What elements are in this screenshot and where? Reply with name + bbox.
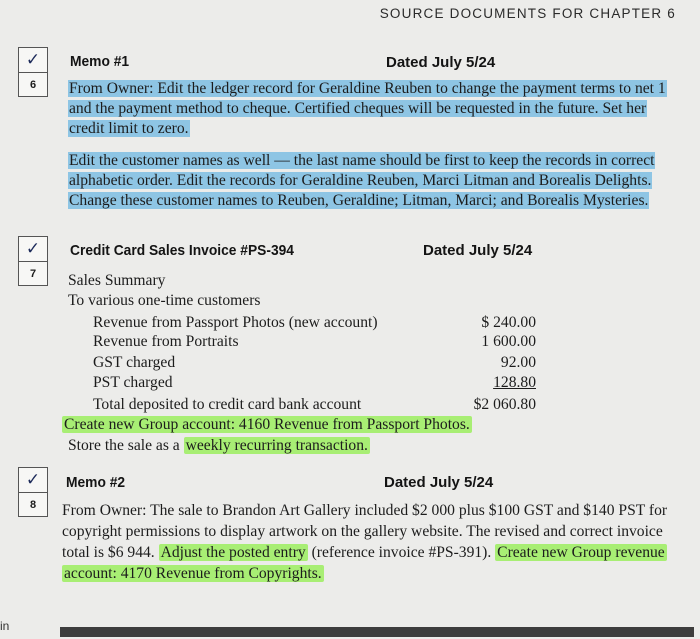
highlight-green: Create new Group revenue account: 4170 Revenue from Copyrights. [64,544,665,582]
check-box-6[interactable] [18,47,48,97]
row-label: Revenue from Portraits [93,333,239,350]
sales-summary-label: Sales Summary [68,272,166,289]
row-label: PST charged [93,374,173,391]
total-amount: $2 060.80 [473,396,536,413]
memo1-paragraph-2 [68,151,668,210]
highlight-green: weekly recurring transaction. [185,437,368,454]
footer-fragment: in [0,619,10,633]
total-label: Total deposited to credit card bank account [93,396,362,413]
invoice-title: Credit Card Sales Invoice #PS-394 [70,242,294,259]
memo2-text: (reference invoice #PS-391). [307,544,496,561]
invoice-date: Dated July 5/24 [423,242,533,259]
row-label: GST charged [93,354,176,371]
highlight-blue: Edit the customer names as well — the last name should be first to keep the records in correct alphabetic order. Edit the records for Geraldine Reuben, Marci Litman and Borealis Delights. Change these customer names to Reuben, Geraldine; Litman, Marci; and Borealis Mysteries. [69,152,655,209]
check-number: 6 [29,78,37,91]
row-amount: 92.00 [500,354,536,371]
memo2-text: From Owner: The sale to Brandon Art Gallery included $2 000 plus $100 GST and $140 PST for copyright permissions to display artwork on the gallery website. The revised and correct invoice total is $6 944. [62,502,668,561]
row-amount: 1 600.00 [481,333,536,350]
checkmark-icon: ✓ [19,237,47,262]
memo1-date: Dated July 5/24 [386,54,496,71]
highlight-blue: From Owner: Edit the ledger record for Geraldine Reuben to change the payment terms to net 1 and the payment method to cheque. Certified cheques will be requested in the future. Set her credit limit to zero. [69,80,666,137]
highlight-green: Adjust the posted entry [160,544,306,561]
memo2-date: Dated July 5/24 [384,474,494,491]
customers-label: To various one-time customers [68,292,261,309]
footer-bar [60,627,694,637]
highlight-green: Create new Group account: 4160 Revenue from Passport Photos. [64,416,470,433]
row-amount: $ 240.00 [481,314,536,331]
invoice-note [62,415,472,435]
check-box-8[interactable] [18,467,48,517]
memo1-title: Memo #1 [70,53,130,70]
memo1-paragraph-1 [68,79,672,138]
checkmark-icon: ✓ [19,48,47,73]
row-amount: 128.80 [493,374,536,391]
checkmark-icon: ✓ [19,468,47,493]
row-label: Revenue from Passport Photos (new account) [93,314,378,331]
store-text: Store the sale as a [68,437,184,454]
check-box-7[interactable] [18,236,48,286]
check-number: 8 [29,498,37,511]
page-header: SOURCE DOCUMENTS FOR CHAPTER 6 [379,6,676,21]
check-number: 7 [29,267,37,280]
memo2-paragraph [62,500,674,584]
memo2-title: Memo #2 [66,474,126,491]
invoice-store-note [68,436,370,456]
